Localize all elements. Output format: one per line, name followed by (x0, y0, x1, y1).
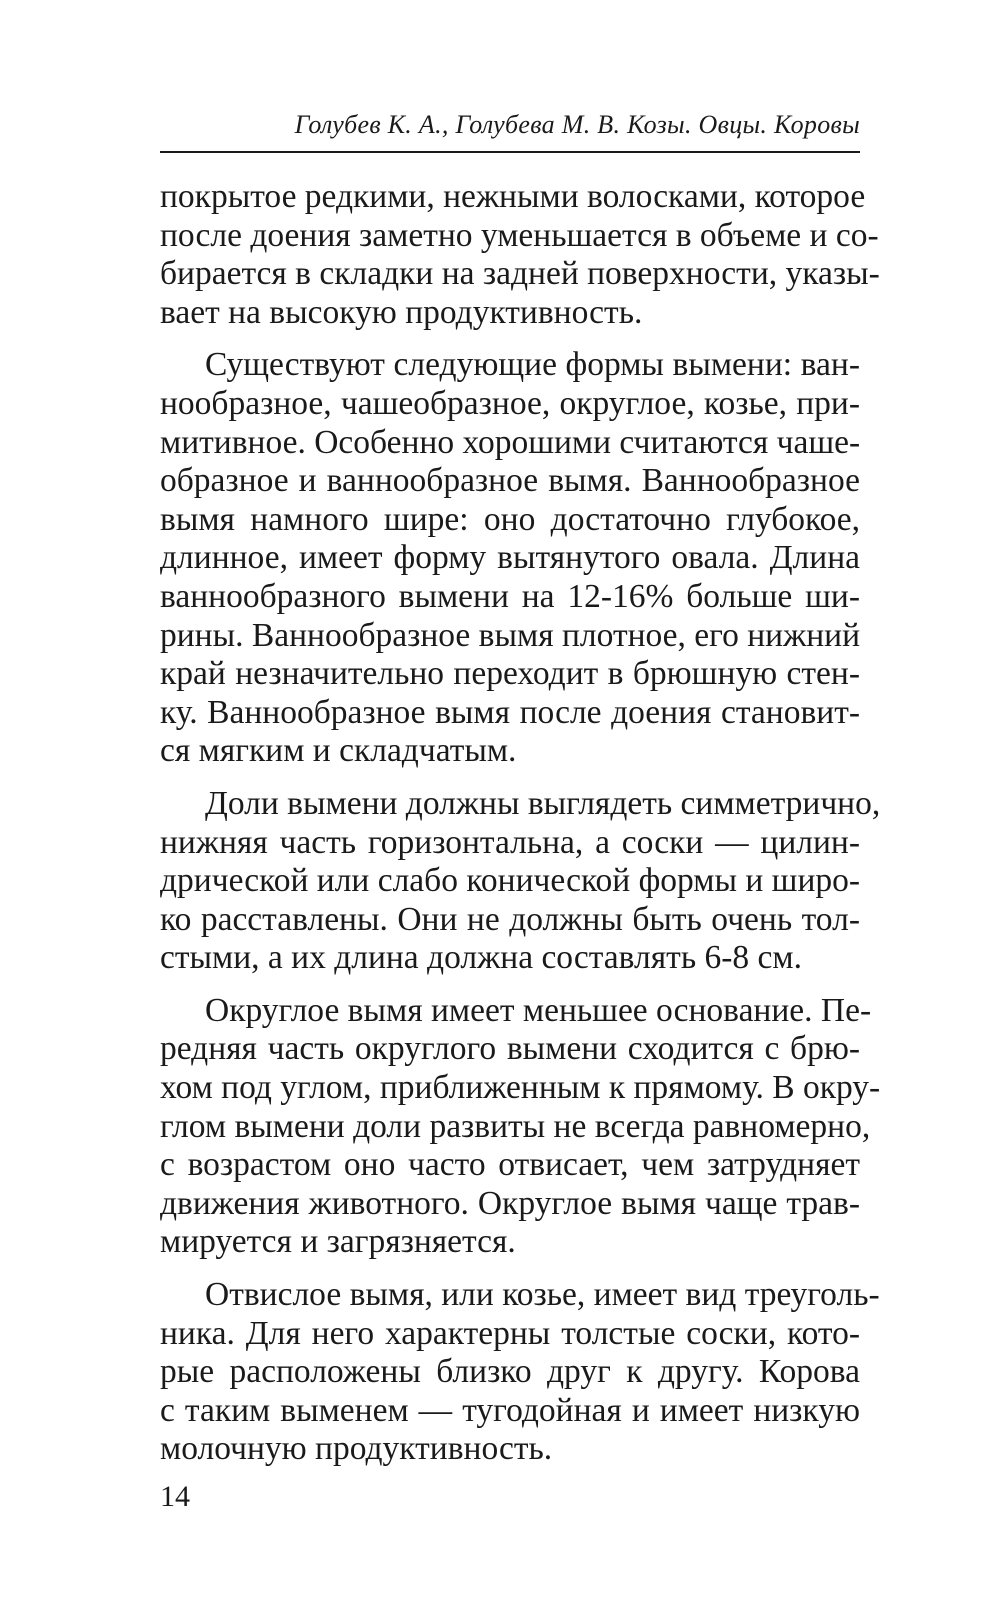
text-line: ваннообразного вымени на 12-16% больше ши- (160, 577, 860, 615)
text-line: рины. Ваннообразное вымя плотное, его нижний (160, 616, 860, 654)
text-line: образное и ваннообразное вымя. Ваннообразное (160, 462, 860, 500)
text-line: глом вымени доли развиты не всегда равномерно, (160, 1107, 871, 1145)
text-line: движения животного. Округлое вымя чаще трав- (160, 1184, 860, 1222)
header-rule (160, 151, 860, 153)
text-line: покрытое редкими, нежными волосками, которое (160, 178, 866, 215)
text-line: Отвислое вымя, или козье, имеет вид треуголь- (205, 1276, 880, 1314)
text-line: длинное, имеет форму вытянутого овала. Длина (160, 539, 860, 577)
paragraph-gap (160, 332, 860, 346)
text-line: ся мягким и складчатым. (160, 732, 517, 770)
text-line: с таким выменем — тугодойная и имеет низкую (160, 1391, 860, 1429)
text-line: Существуют следующие формы вымени: ван- (205, 346, 860, 384)
text-line: ника. Для него характерны толстые соски, кото- (160, 1314, 860, 1352)
text-line: край незначительно переходит в брюшную стен- (160, 655, 860, 693)
page-number: 14 (160, 1480, 190, 1513)
text-line: стыми, а их длина должна составлять 6-8 см. (160, 939, 802, 977)
body-text (160, 178, 881, 1469)
paragraph-gap (160, 1262, 860, 1276)
text-line: молочную продуктивность. (160, 1430, 553, 1468)
text-line: мируется и загрязняется. (160, 1223, 516, 1261)
text-line: вымя намного шире: оно достаточно глубокое, (160, 500, 860, 538)
text-line: с возрастом оно часто отвисает, чем затрудняет (160, 1146, 860, 1184)
text-line: дрической или слабо конической формы и широ- (160, 862, 861, 900)
text-line: после доения заметно уменьшается в объеме и со- (160, 216, 879, 254)
text-line: бирается в складки на задней поверхности, указы- (160, 255, 880, 293)
text-line: редняя часть округлого вымени сходится с брю- (160, 1030, 860, 1068)
text-line: рые расположены близко друг к другу. Корова (160, 1353, 860, 1391)
text-line: хом под углом, приближенным к прямому. В окру- (160, 1069, 881, 1107)
paragraph-gap (160, 771, 860, 785)
running-header: Голубев К. А., Голубева М. В. Козы. Овцы. Коровы (294, 110, 860, 139)
text-line: ку. Ваннообразное вымя после доения становит- (160, 693, 860, 731)
text-line: Доли вымени должны выглядеть симметрично, (205, 784, 881, 822)
text-line: нообразное, чашеобразное, округлое, козье, при- (160, 384, 860, 422)
text-line: вает на высокую продуктивность. (160, 293, 643, 331)
text-line: Округлое вымя имеет меньшее основание. Пе- (205, 991, 872, 1029)
text-line: ко расставлены. Они не должны быть очень тол- (160, 900, 860, 938)
text-line: митивное. Особенно хорошими считаются чаше- (160, 423, 861, 461)
text-line: нижняя часть горизонтальна, а соски — цилин- (160, 823, 860, 861)
paragraph-gap (160, 978, 860, 992)
